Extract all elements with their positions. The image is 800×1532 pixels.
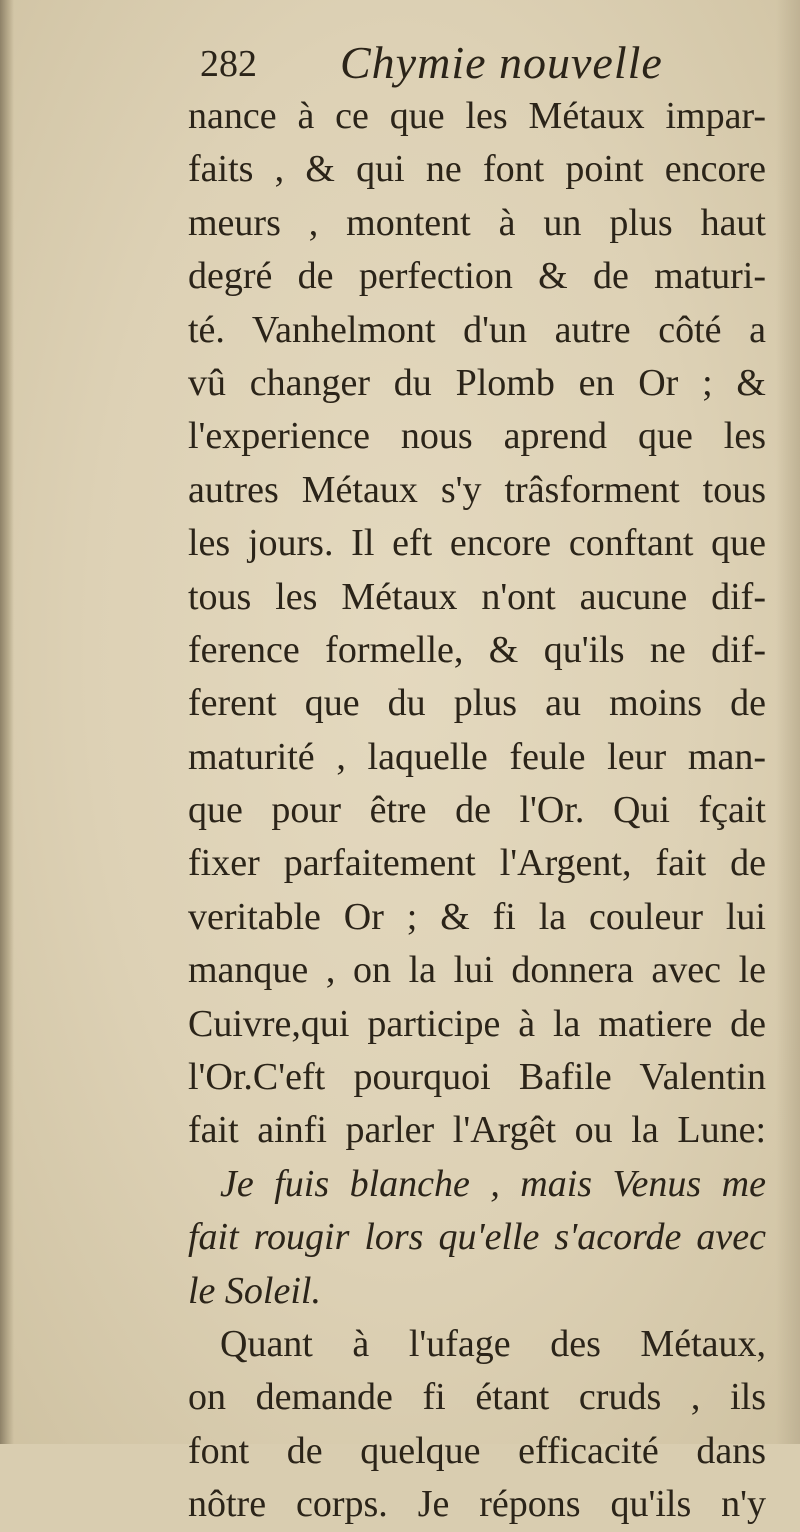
text-line: nôtre corps. Je répons qu'ils n'y xyxy=(188,1483,766,1526)
text-line: manque , on la lui donnera avec le xyxy=(188,949,766,992)
text-line: les jours. Il eft encore conftant que xyxy=(188,522,766,565)
text-line: ferent que du plus au moins de xyxy=(188,682,766,725)
text-line: faits , & qui ne font point encore xyxy=(188,148,766,191)
running-head-title: Chymie nouvelle xyxy=(340,37,663,88)
text-line: font de quelque efficacité dans xyxy=(188,1429,766,1472)
quote-line: fait rougir lors qu'elle s'acorde avec xyxy=(188,1216,766,1259)
text-line: maturité , laquelle feule leur man- xyxy=(188,735,766,778)
text-line: que pour être de l'Or. Qui fçait xyxy=(188,789,766,832)
text-line: ference formelle, & qu'ils ne dif- xyxy=(188,628,766,671)
text-line: Quant à l'ufage des Métaux, xyxy=(220,1322,766,1365)
text-line: l'experience nous aprend que les xyxy=(188,415,766,458)
text-line: autres Métaux s'y trâsforment tous xyxy=(188,468,766,511)
text-line: fixer parfaitement l'Argent, fait de xyxy=(188,842,766,885)
page-number: 282 xyxy=(200,43,257,85)
text-line: on demande fi étant cruds , ils xyxy=(188,1376,766,1419)
text-line: nance à ce que les Métaux impar- xyxy=(188,95,766,137)
text-line: degré de perfection & de maturi- xyxy=(188,255,766,298)
page-gutter-shadow xyxy=(0,0,14,1444)
quote-line: le Soleil. xyxy=(188,1269,321,1312)
text-line: veritable Or ; & fi la couleur lui xyxy=(188,895,766,938)
text-line: tous les Métaux n'ont aucune dif- xyxy=(188,575,766,618)
text-line: té. Vanhelmont d'un autre côté a xyxy=(188,308,766,351)
text-line: fait ainfi parler l'Argêt ou la Lune: xyxy=(188,1109,766,1152)
page-edge-shadow xyxy=(776,0,800,1444)
quote-line: Je fuis blanche , mais Venus me xyxy=(220,1162,766,1205)
text-line: vû changer du Plomb en Or ; & xyxy=(188,361,766,404)
text-line: meurs , montent à un plus haut xyxy=(188,201,766,244)
text-line: l'Or.C'eft pourquoi Bafile Valentin xyxy=(188,1056,766,1099)
running-head xyxy=(200,36,680,96)
body-text xyxy=(188,90,766,1532)
text-line: Cuivre,qui participe à la matiere de xyxy=(188,1002,766,1045)
